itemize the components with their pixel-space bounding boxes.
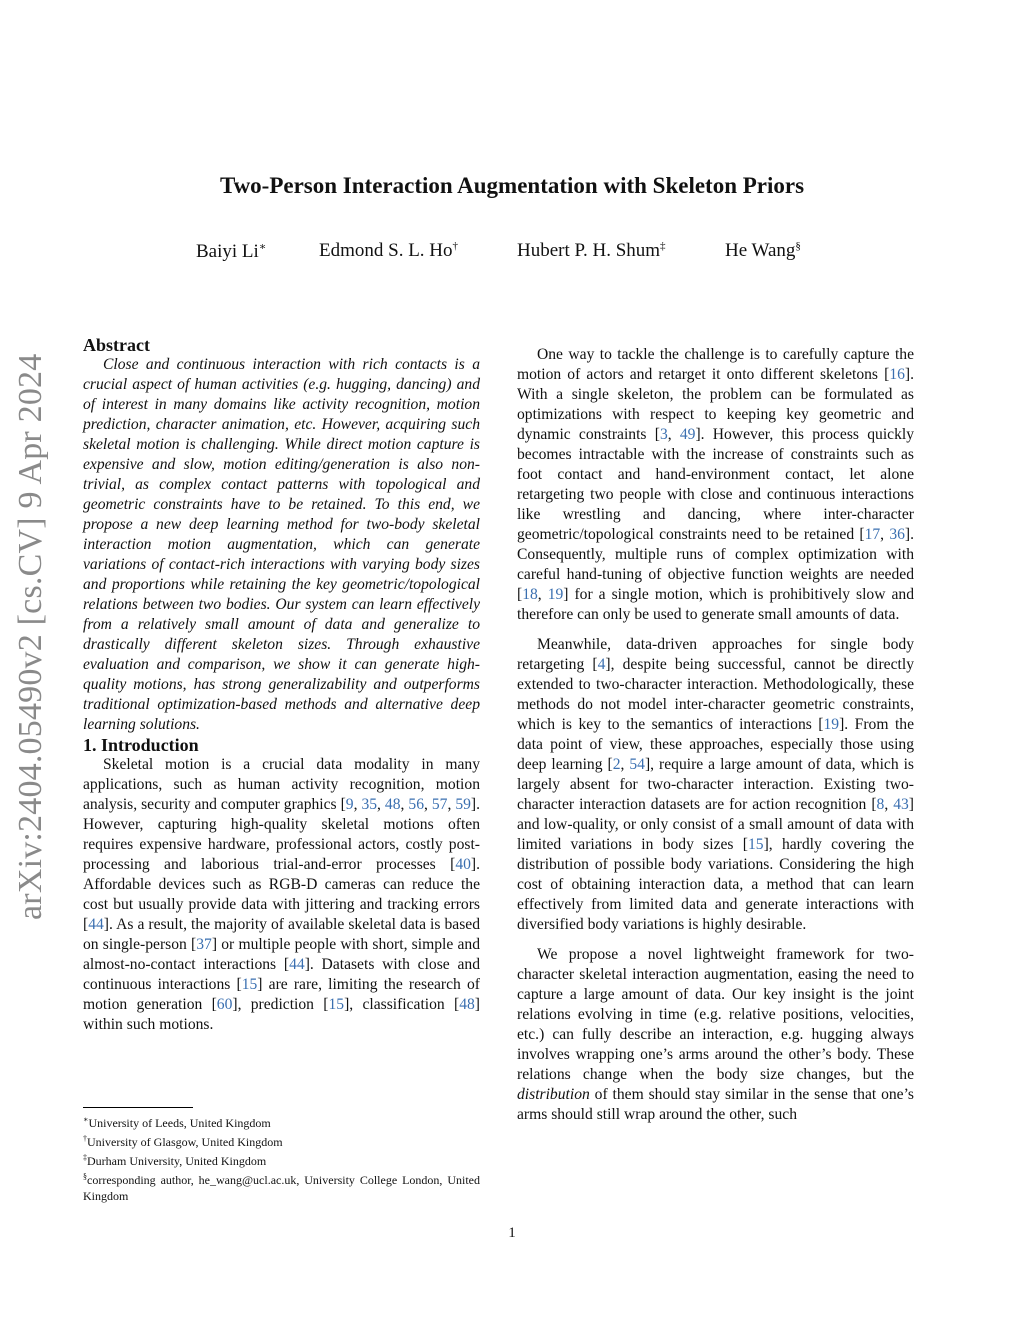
paper-title: Two-Person Interaction Augmentation with Skeleton Priors	[219, 173, 805, 198]
footnote-1: ∗University of Leeds, United Kingdom	[83, 1115, 271, 1130]
author-list	[0, 240, 1024, 268]
citation-link[interactable]: 17	[864, 526, 881, 543]
section-heading-introduction: 1. Introduction	[83, 735, 199, 755]
right-column	[517, 335, 914, 1125]
emphasis: distribution	[517, 1086, 590, 1103]
citation-link[interactable]: 16	[889, 366, 905, 383]
citation-link[interactable]: 56	[408, 796, 424, 813]
citation-link[interactable]: 40	[455, 856, 471, 873]
citation-link[interactable]: 35	[361, 796, 378, 813]
citation-link[interactable]: 44	[88, 916, 104, 933]
citation-link[interactable]: 57	[431, 796, 448, 813]
arxiv-stamp: arXiv:2404.05490v2 [cs.CV] 9 Apr 2024	[12, 353, 49, 920]
left-column	[83, 335, 480, 1035]
citation-link[interactable]: 54	[629, 756, 645, 773]
citation-link[interactable]: 48	[459, 996, 475, 1013]
citation-link[interactable]: 15	[747, 836, 764, 853]
citation-link[interactable]: 59	[455, 796, 471, 813]
intro-paragraph-2: One way to tackle the challenge is to carefully capture the motion of actors and retarget it onto different skeletons [16]. With a single skeleton, the problem can be formulated as optimizations with respect to keeping key geometric and dynamic constraints [3, 49]. However, this process quickly becomes intractable with the increase of constraints such as foot contact and hand-environment contact, let alone retargeting two people with close and continuous interactions like wrestling and dancing, where inter-character geometric/topological constraints need to be retained [17, 36]. Consequently, multiple runs of complex optimization with careful hand-tuning of objective function weights are needed [18, 19] for a single motion, which is prohibitively slow and therefore can only be used to generate small amounts of data.	[517, 346, 915, 623]
author-1: Baiyi Li∗	[196, 241, 267, 262]
citation-link[interactable]: 4	[597, 656, 606, 673]
citation-link[interactable]: 60	[216, 996, 233, 1013]
citation-link[interactable]: 2	[612, 756, 621, 773]
citation-link[interactable]: 3	[659, 426, 668, 443]
citation-link[interactable]: 44	[289, 956, 305, 973]
footnote-2: †University of Glasgow, United Kingdom	[83, 1134, 283, 1149]
footnote-3: ‡Durham University, United Kingdom	[83, 1153, 267, 1168]
citation-link[interactable]: 8	[876, 796, 885, 813]
author-4: He Wang§	[725, 240, 801, 261]
citation-link[interactable]: 37	[196, 936, 212, 953]
intro-paragraph-3: Meanwhile, data-driven approaches for single body retargeting [4], despite being successful, cannot be directly extended to two-character interaction. Methodologically, these methods do not model inter-character geometric constraints, which is key to the semantics of interactions [19]. From the data point of view, these approaches, especially those using deep learning [2, 54], require a large amount of data, which is largely absent for two-character interaction. Existing two-character interaction datasets are for action recognition [8, 43] and low-quality, or only consist of a small amount of data with limited variations in body sizes [15], hardly covering the distribution of possible body variations. Considering the high cost of obtaining interaction data, a method that can learn effectively from limited data and generate interactions with diversified body variations is highly desirable.	[517, 636, 915, 933]
citation-link[interactable]: 43	[893, 796, 909, 813]
citation-link[interactable]: 18	[522, 586, 538, 603]
citation-link[interactable]: 36	[889, 526, 905, 543]
abstract-text: Close and continuous interaction with rich contacts is a crucial aspect of human activities (e.g. hugging, dancing) and of interest in many domains like activity recognition, motion prediction, character animation, etc. However, acquiring such skeletal motion is challenging. While direct motion capture is expensive and slow, motion editing/generation is also non-trivial, as complex contact patterns with topological and geometric constraints have to be retained. To this end, we propose a new deep learning method for two-body skeletal interaction motion augmentation, which can generate variations of contact-rich interactions with varying body sizes and proportions while retaining the key geometric/topological relations between two bodies. Our system can learn effectively from a relatively small amount of data and generalize to drastically different skeleton sizes. Through exhaustive evaluation and comparison, we show it can generate high-quality motions, has strong generalizability and outperforms traditional optimization-based methods and alternative deep learning solutions.	[83, 356, 480, 733]
abstract-heading: Abstract	[83, 335, 150, 355]
citation-link[interactable]: 49	[679, 426, 696, 443]
author-3: Hubert P. H. Shum‡	[517, 240, 666, 261]
footnote-4: §corresponding author, he_wang@ucl.ac.uk, University College London, United Kingdom	[83, 1172, 480, 1203]
page-number: 1	[508, 1225, 516, 1241]
citation-link[interactable]: 19	[547, 586, 564, 603]
citation-link[interactable]: 19	[823, 716, 840, 733]
citation-link[interactable]: 15	[241, 976, 258, 993]
intro-paragraph-1: Skeletal motion is a crucial data modality in many applications, such as human activity recognition, motion analysis, security and computer graphics [9, 35, 48, 56, 57, 59]. However, capturing high-quality skeletal motions often requires expensive hardware, professional actors, costly post-processing and laborious trial-and-error processes [40]. Affordable devices such as RGB-D cameras can reduce the cost but usually provide data with jittering and tracking errors [44]. As a result, the majority of available skeletal data is based on single-person [37] or multiple people with short, simple and almost-no-contact interactions [44]. Datasets with close and continuous interactions [15] are rare, limiting the research of motion generation [60], prediction [15], classification [48] within such motions.	[83, 756, 481, 1033]
footnotes	[83, 1107, 480, 1204]
citation-link[interactable]: 48	[384, 796, 401, 813]
author-2: Edmond S. L. Ho†	[319, 240, 459, 261]
intro-paragraph-4: We propose a novel lightweight framework for two-character skeletal interaction augmentation, easing the need to capture a large amount of data. Our key insight is the joint relations evolving in time (e.g. relative positions, velocities, etc.) can fully describe an interaction, e.g. hugging always involves wrapping one’s arms around the other’s body. These relations change when the body size changes, but the distribution of them should stay similar in the sense that one’s arms should still wrap around the other, such	[517, 946, 914, 1123]
citation-link[interactable]: 15	[328, 996, 345, 1013]
footnote-rule	[83, 1107, 193, 1108]
citation-link[interactable]: 9	[345, 796, 354, 813]
